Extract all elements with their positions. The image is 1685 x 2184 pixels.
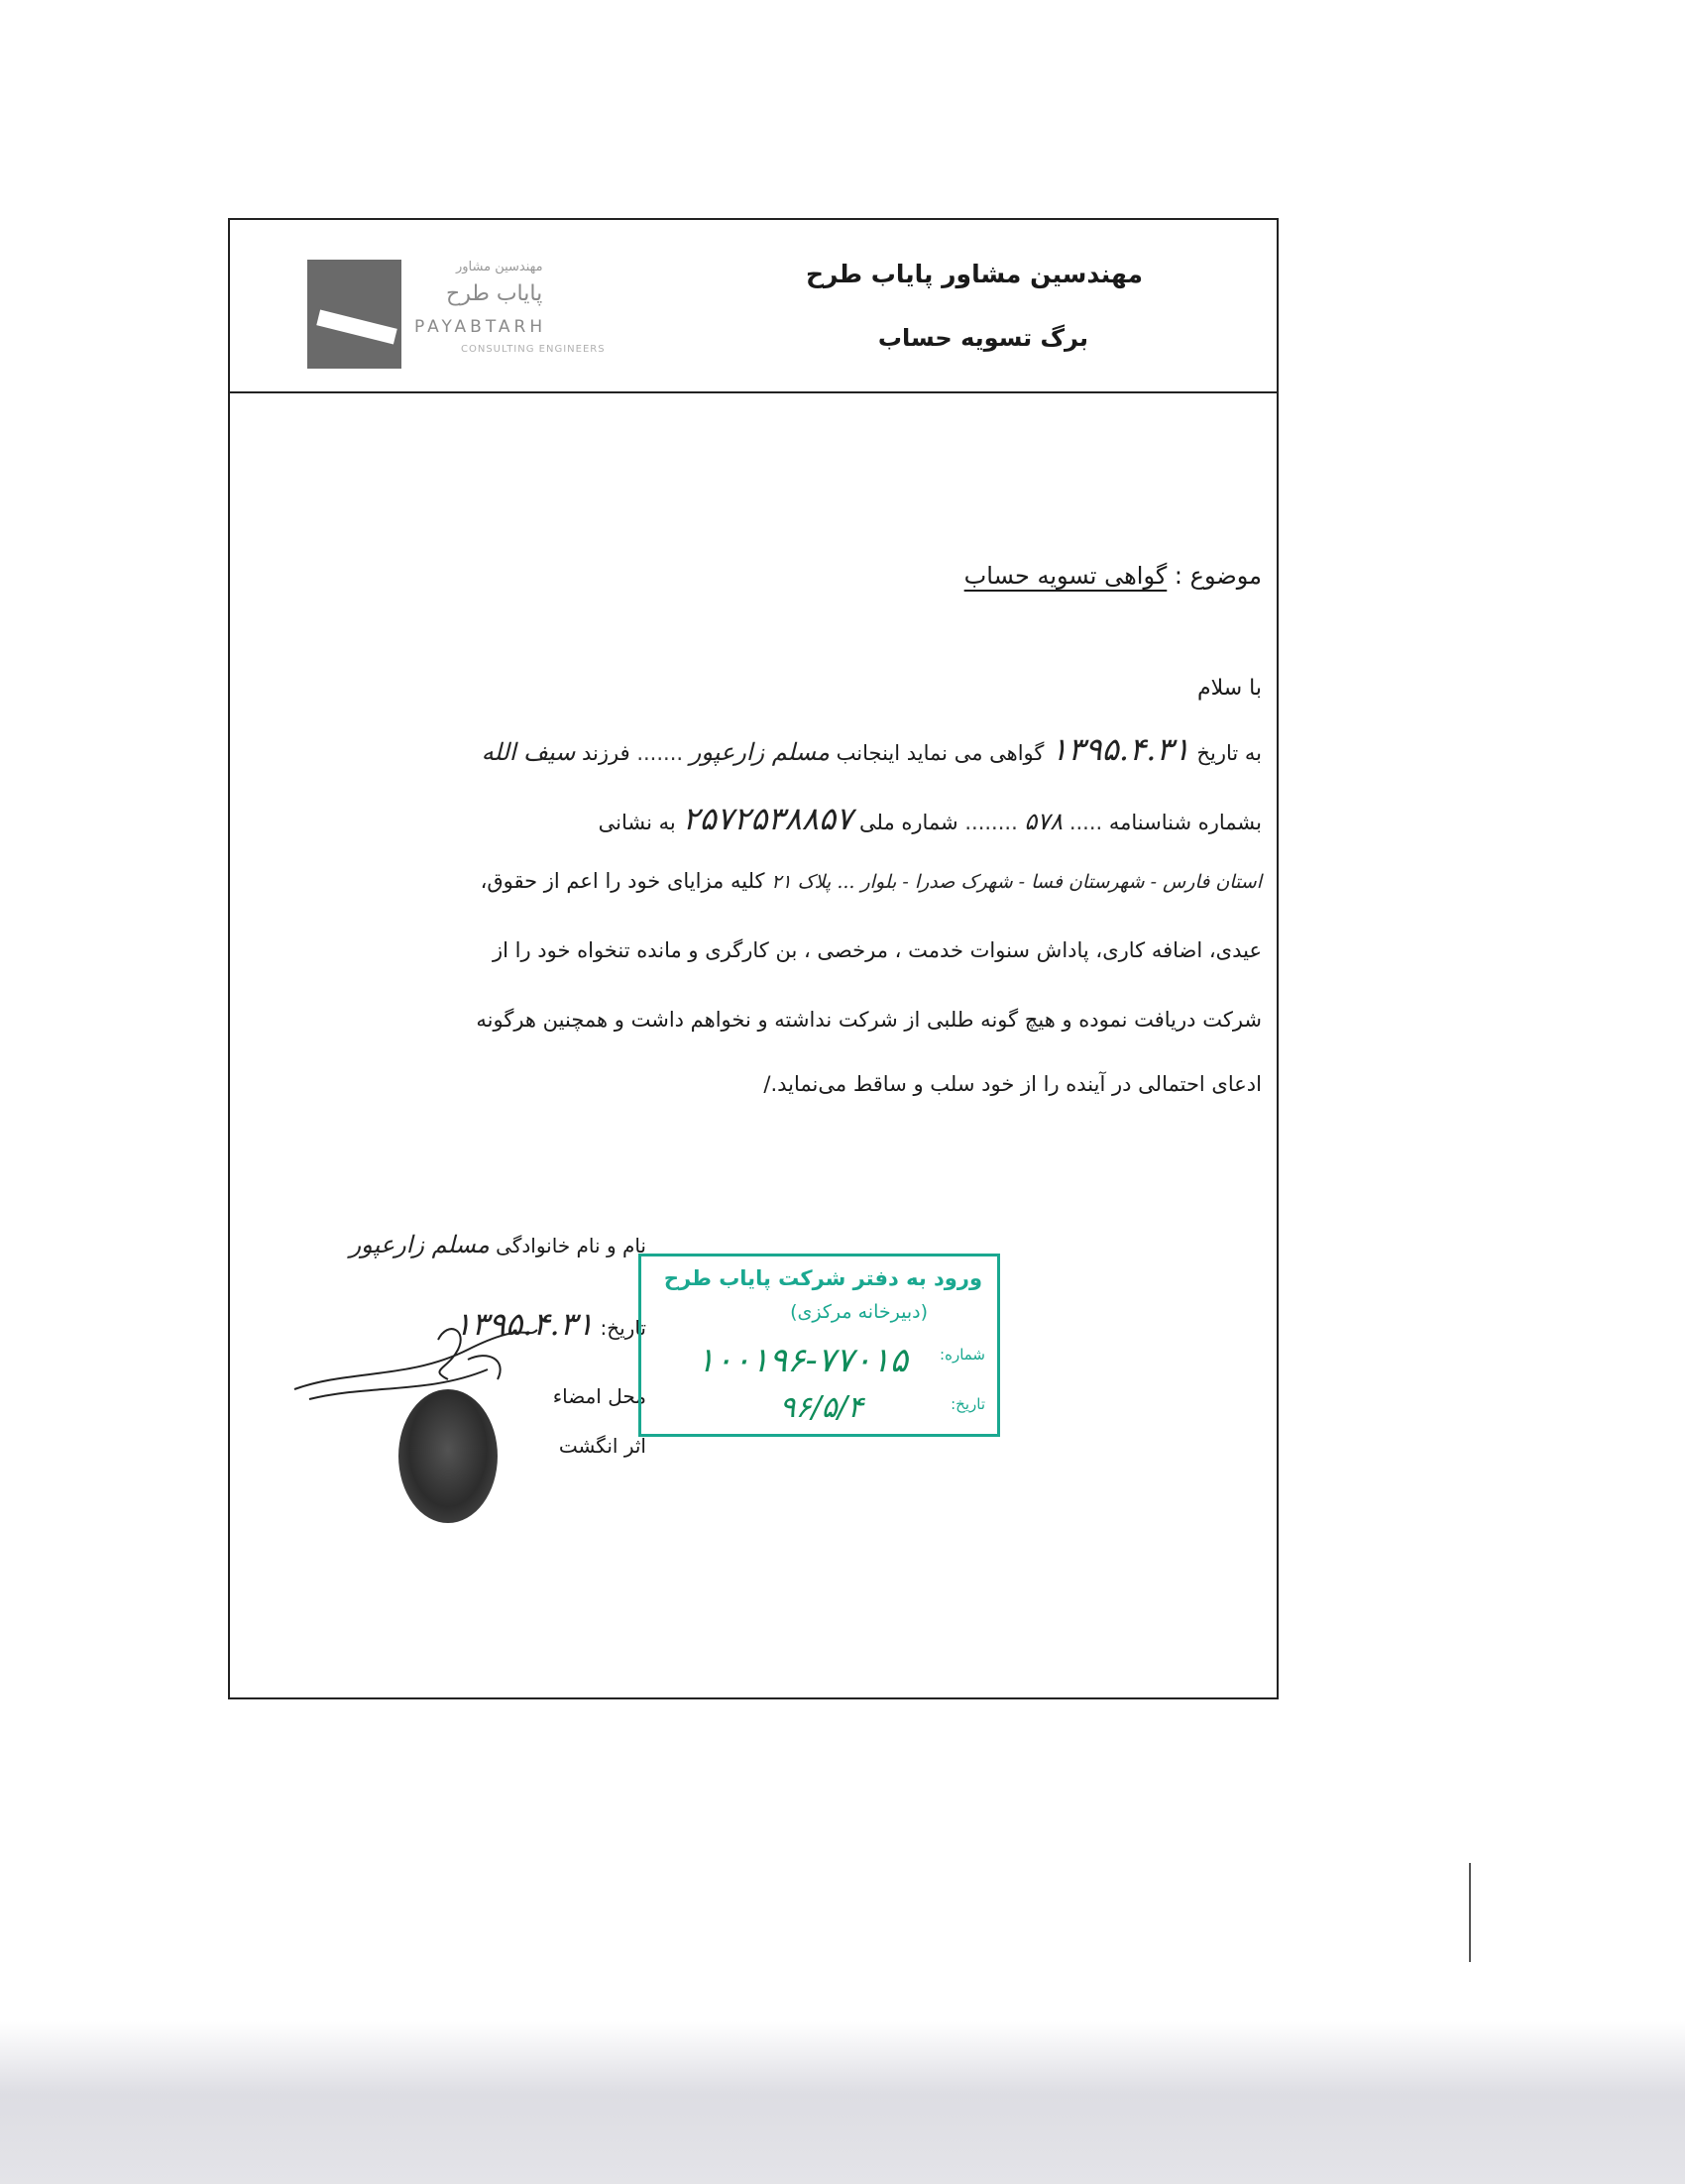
company-logo	[307, 260, 624, 369]
body-line-3: استان فارس - شهرستان فسا - شهرک صدرا - بلوار ... پلاک ۲۱ کلیه مزایای خود را اعم از حقوق،	[480, 869, 1262, 893]
logo-en: PAYABTARH	[414, 317, 547, 337]
stamp-line-1: ورود به دفتر شرکت پایاب طرح	[663, 1266, 982, 1290]
logo-fa-small: مهندسین مشاور	[456, 260, 543, 274]
fingerprint	[398, 1389, 498, 1523]
signature-block	[289, 1211, 646, 1578]
subject-value: گواهی تسویه حساب	[963, 562, 1168, 590]
handwritten-name: مسلم زارعپور	[689, 738, 830, 766]
handwritten-date: ۱۳۹۵.۴.۳۱	[1051, 730, 1190, 768]
form-title: برگ تسویه حساب	[877, 324, 1088, 352]
sign-place-label: محل امضاء	[552, 1384, 646, 1408]
handwritten-id-number: ۵۷۸	[1024, 808, 1064, 835]
stamp-date-value: ۹۶/۵/۴	[779, 1390, 863, 1425]
body-line-4: عیدی، اضافه کاری، پاداش سنوات خدمت ، مرخصی ، بن کارگری و مانده تنخواه خود را از	[492, 938, 1262, 962]
body-line-5: شرکت دریافت نموده و هیچ گونه طلبی از شرکت نداشته و نخواهم داشت و همچنین هرگونه	[476, 1008, 1262, 1032]
stamp-line-2: (دبیرخانه مرکزی)	[790, 1301, 928, 1323]
handwritten-national-id: ۲۵۷۲۵۳۸۸۵۷	[682, 800, 853, 837]
name-label: نام و نام خانوادگی مسلم زارعپور	[349, 1231, 646, 1258]
subject-label: موضوع :	[1174, 562, 1262, 590]
subject-line	[964, 562, 1262, 590]
date-label: تاریخ: ۱۳۹۵.۴.۳۱	[454, 1305, 646, 1343]
stamp-number-label: شماره:	[940, 1346, 985, 1364]
entry-stamp	[638, 1254, 1000, 1437]
body-line-6: ادعای احتمالی در آینده را از خود سلب و ساقط می‌نماید./	[763, 1072, 1262, 1096]
settlement-form	[228, 218, 1279, 1699]
handwritten-sign-date: ۱۳۹۵.۴.۳۱	[454, 1305, 595, 1343]
handwritten-father-name: سیف الله	[481, 738, 576, 766]
body-line-1: به تاریخ ۱۳۹۵.۴.۳۱ گواهی می نماید اینجانب مسلم زارعپور ....... فرزند سیف الله	[481, 730, 1262, 768]
company-name: مهندسین مشاور پایاب طرح	[805, 260, 1143, 288]
handwritten-address: استان فارس - شهرستان فسا - شهرک صدرا - بلوار ... پلاک ۲۱	[771, 871, 1262, 893]
handwritten-signer-name: مسلم زارعپور	[349, 1231, 490, 1258]
form-header	[230, 220, 1277, 393]
body-line-2: بشماره شناسنامه ..... ۵۷۸ ........ شماره ملی ۲۵۷۲۵۳۸۸۵۷ به نشانی	[598, 800, 1262, 837]
scan-shadow	[0, 2021, 1685, 2184]
logo-fa: پایاب طرح	[446, 281, 543, 306]
stamp-number-value: ۱۰۰۱۹۶-۷۷۰۱۵	[696, 1341, 908, 1380]
logo-sub: CONSULTING ENGINEERS	[461, 344, 606, 355]
greeting: با سلام	[1196, 676, 1262, 701]
logo-mark-icon	[307, 260, 401, 369]
scan-edge-mark	[1469, 1863, 1471, 1962]
fingerprint-label: اثر انگشت	[558, 1434, 646, 1458]
stamp-date-label: تاریخ:	[951, 1395, 985, 1413]
